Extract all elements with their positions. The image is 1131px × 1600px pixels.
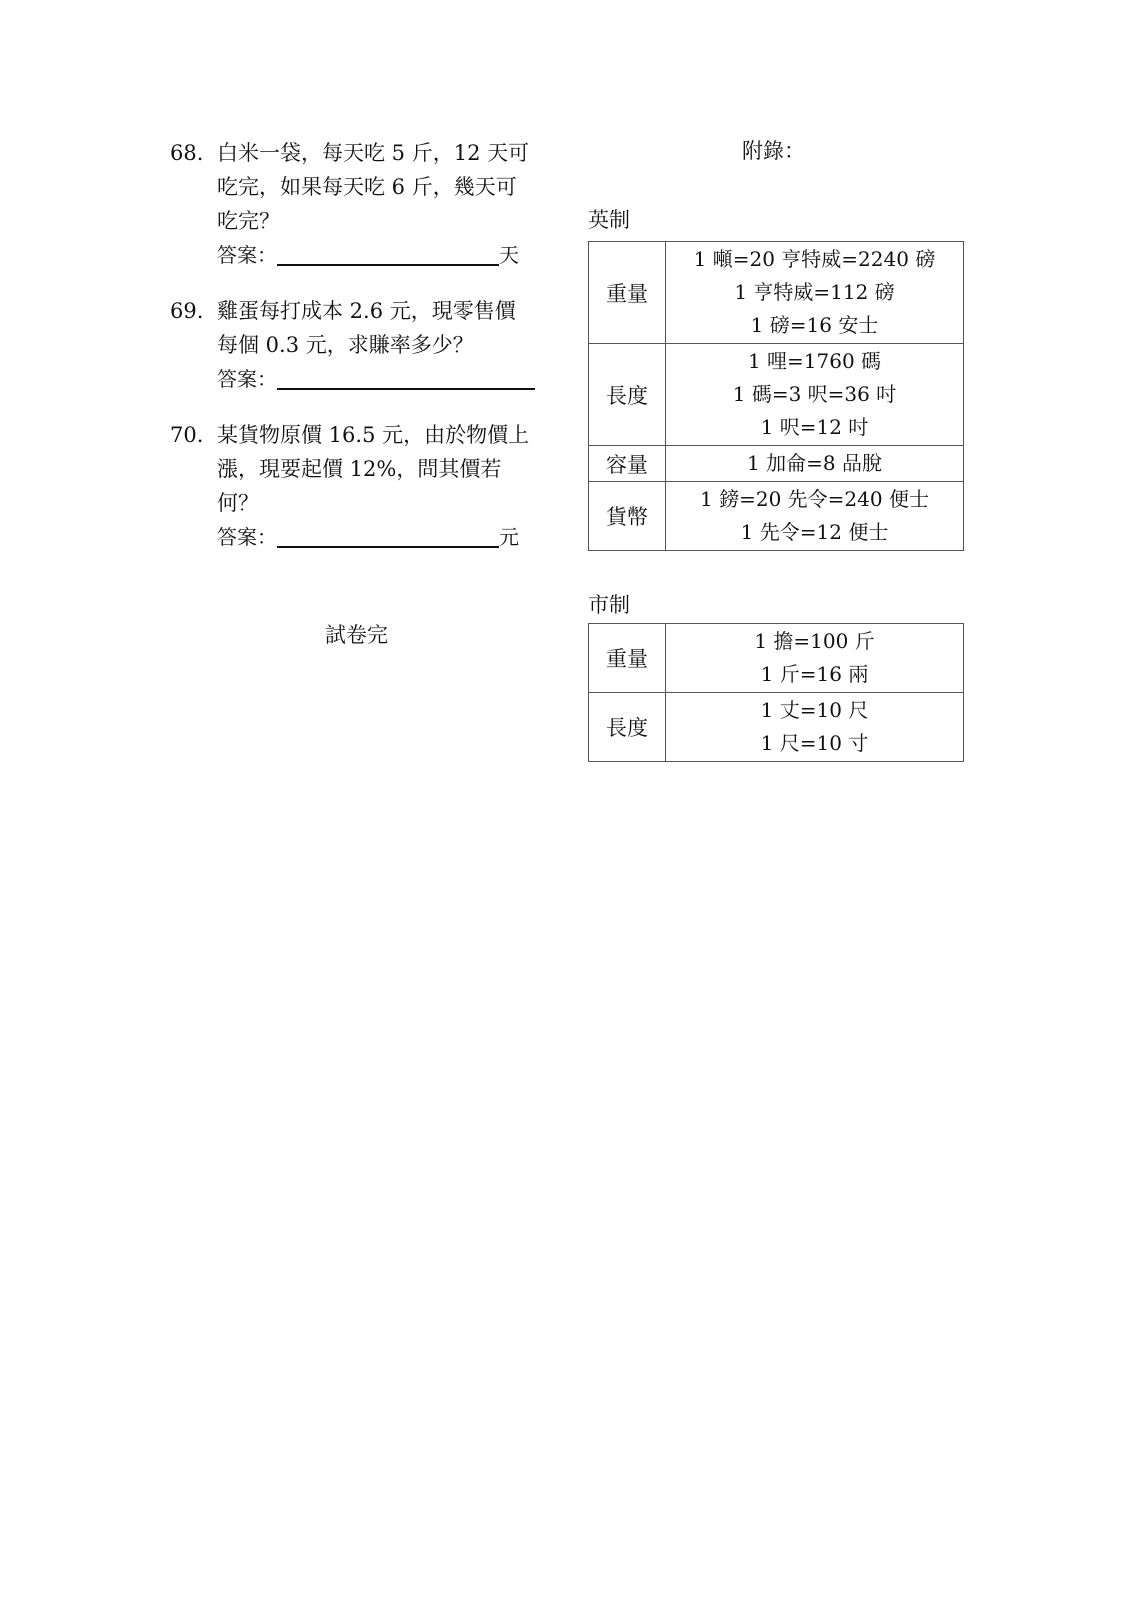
answer-blank[interactable] (277, 240, 499, 266)
conversion: 1 先令=12 便士 (740, 520, 889, 544)
question-line: 何？ (217, 491, 259, 515)
conversion: 1 碼=3 呎=36 吋 (732, 382, 897, 406)
table-row (589, 624, 964, 693)
unit-category: 長度 (589, 344, 666, 446)
conversion: 1 亨特威=112 磅 (734, 280, 895, 304)
question-text (217, 136, 537, 238)
unit-values (666, 446, 964, 482)
unit-values (666, 624, 964, 693)
question-number: 68. (170, 141, 204, 165)
unit-values (666, 693, 964, 762)
unit-values (666, 344, 964, 446)
table-row (589, 693, 964, 762)
question-number: 70. (170, 423, 204, 447)
question-70 (170, 418, 550, 554)
unit-values (666, 242, 964, 344)
appendix-title: 附錄： (742, 139, 805, 163)
conversion: 1 呎=12 吋 (760, 415, 869, 439)
unit-category: 貨幣 (589, 482, 666, 551)
table-row (589, 344, 964, 446)
conversion: 1 哩=1760 碼 (747, 349, 882, 373)
imperial-units-table (588, 241, 964, 551)
unit-category: 容量 (589, 446, 666, 482)
question-line: 每個 0.3 元，求賺率多少？ (217, 333, 474, 357)
conversion: 1 斤=16 兩 (760, 662, 869, 686)
answer-label: 答案： (217, 367, 277, 391)
answer-label: 答案： (217, 243, 277, 267)
answer-unit: 元 (499, 525, 519, 549)
conversion: 1 磅=16 安士 (750, 313, 879, 337)
answer-row (217, 362, 550, 396)
question-68 (170, 136, 550, 272)
answer-blank[interactable] (277, 364, 535, 390)
question-line: 某貨物原價 16.5 元，由於物價上 (217, 423, 530, 447)
question-line: 雞蛋每打成本 2.6 元，現零售價 (217, 299, 516, 323)
question-line: 吃完，如果每天吃 6 斤，幾天可 (217, 175, 517, 199)
unit-category: 重量 (589, 242, 666, 344)
answer-label: 答案： (217, 525, 277, 549)
answer-row (217, 238, 550, 272)
chinese-units-table (588, 623, 964, 762)
table-row (589, 242, 964, 344)
conversion: 1 加侖=8 品脫 (747, 451, 882, 475)
question-text (217, 294, 537, 362)
imperial-title: 英制 (588, 208, 630, 232)
conversion: 1 噸=20 亨特威=2240 磅 (693, 247, 936, 271)
conversion: 1 尺=10 寸 (760, 731, 869, 755)
question-line: 白米一袋，每天吃 5 斤，12 天可 (217, 141, 530, 165)
answer-unit: 天 (499, 243, 519, 267)
question-line: 吃完？ (217, 209, 280, 233)
question-line: 漲，現要起價 12%，問其價若 (217, 457, 502, 481)
chinese-title: 市制 (588, 593, 630, 617)
unit-category: 重量 (589, 624, 666, 693)
conversion: 1 鎊=20 先令=240 便士 (700, 487, 929, 511)
table-row (589, 446, 964, 482)
question-69 (170, 294, 550, 396)
table-row (589, 482, 964, 551)
end-of-paper: 試卷完 (325, 623, 388, 647)
question-number: 69. (170, 299, 204, 323)
question-text (217, 418, 537, 520)
answer-blank[interactable] (277, 522, 499, 548)
conversion: 1 擔=100 斤 (754, 629, 875, 653)
questions-column (170, 136, 550, 576)
answer-row (217, 520, 550, 554)
conversion: 1 丈=10 尺 (760, 698, 869, 722)
unit-category: 長度 (589, 693, 666, 762)
unit-values (666, 482, 964, 551)
